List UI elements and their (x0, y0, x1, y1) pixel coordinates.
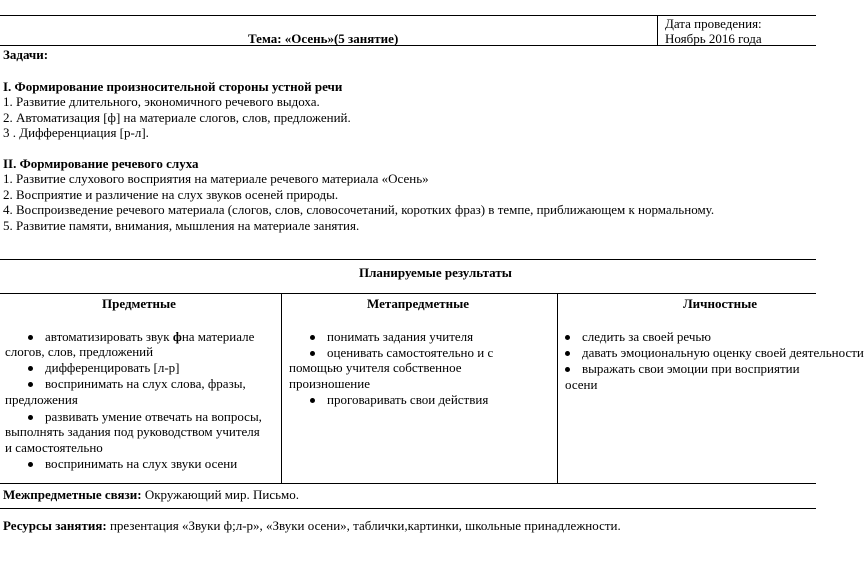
results-title: Планируемые результаты (359, 265, 512, 280)
section1-item: 2. Автоматизация [ф] на материале слогов, слов, предложений. (3, 110, 351, 125)
resources-row (3, 518, 621, 533)
bullet-icon (28, 382, 33, 387)
personal-bullet-item: давать эмоциональную оценку своей деятельности (565, 345, 864, 360)
bullet-icon (565, 351, 570, 356)
section1-item: 3 . Дифференциация [р-л]. (3, 125, 149, 140)
subject-line: и самостоятельно (5, 440, 103, 455)
resources-label: Ресурсы занятия: (3, 518, 107, 533)
meta-bullet-item: понимать задания учителя (310, 329, 473, 344)
section2-item: 5. Развитие памяти, внимания, мышления на материале занятия. (3, 218, 360, 233)
links-bottom-border (0, 508, 816, 509)
meta-bullet-item: проговаривать свои действия (310, 392, 488, 407)
subject-line: слогов, слов, предложений (5, 344, 154, 359)
links-value: Окружающий мир. Письмо. (141, 487, 300, 502)
bullet-icon (565, 335, 570, 340)
tasks-title: Задачи: (3, 47, 49, 62)
tasks-bottom-border (0, 259, 816, 260)
bullet-icon (28, 366, 33, 371)
personal-column-header: Личностные (683, 296, 758, 311)
section2-item: 1. Развитие слухового восприятия на материале речевого материала «Осень» (3, 171, 429, 186)
personal-line: осени (565, 377, 598, 392)
subject-bullet-item: воспринимать на слух слова, фразы, (28, 376, 246, 391)
column-divider-1 (281, 293, 282, 483)
results-bottom-border (0, 483, 816, 484)
section2-item: 4. Воспроизведение речевого материала (слогов, слов, словосочетаний, коротких фраз) в темпе, приближающем к нормальному. (3, 202, 715, 217)
bullet-icon (310, 335, 315, 340)
bullet-icon (28, 462, 33, 467)
bullet-icon (565, 367, 570, 372)
subject-column-header: Предметные (102, 296, 176, 311)
bullet-icon (310, 398, 315, 403)
meta-column-header: Метапредметные (367, 296, 470, 311)
subject-bullet-item: развивать умение отвечать на вопросы, (28, 409, 262, 424)
bullet-icon (28, 415, 33, 420)
links-label: Межпредметные связи: (3, 487, 142, 502)
column-divider-2 (557, 293, 558, 483)
subject-bullet-item: автоматизировать звук фна материале (28, 329, 254, 344)
header-divider (657, 15, 658, 45)
bullet-icon (28, 335, 33, 340)
personal-bullet-item: следить за своей речью (565, 329, 711, 344)
subject-bullet-item: дифференцировать [л-р] (28, 360, 180, 375)
meta-line: помощью учителя собственное (289, 360, 462, 375)
links-row (3, 487, 299, 502)
lesson-topic: Тема: «Осень»(5 занятие) (248, 31, 399, 46)
section1-title: I. Формирование произносительной стороны устной речи (3, 79, 343, 94)
results-title-border (0, 293, 816, 294)
section2-title: II. Формирование речевого слуха (3, 156, 199, 171)
date-value: Ноябрь 2016 года (665, 31, 762, 46)
meta-bullet-item: оценивать самостоятельно и с (310, 345, 493, 360)
section1-item: 1. Развитие длительного, экономичного речевого выдоха. (3, 94, 320, 109)
bullet-icon (310, 351, 315, 356)
subject-line: предложения (5, 392, 78, 407)
subject-line: выполнять задания под руководством учителя (5, 424, 260, 439)
resources-value: презентация «Звуки ф;л-р», «Звуки осени», таблички,картинки, школьные принадлежности. (106, 518, 621, 533)
meta-line: произношение (289, 376, 370, 391)
section2-item: 2. Восприятие и различение на слух звуков осеней природы. (3, 187, 339, 202)
personal-bullet-item: выражать свои эмоции при восприятии (565, 361, 800, 376)
subject-bullet-item: воспринимать на слух звуки осени (28, 456, 237, 471)
date-label: Дата проведения: (665, 16, 762, 31)
